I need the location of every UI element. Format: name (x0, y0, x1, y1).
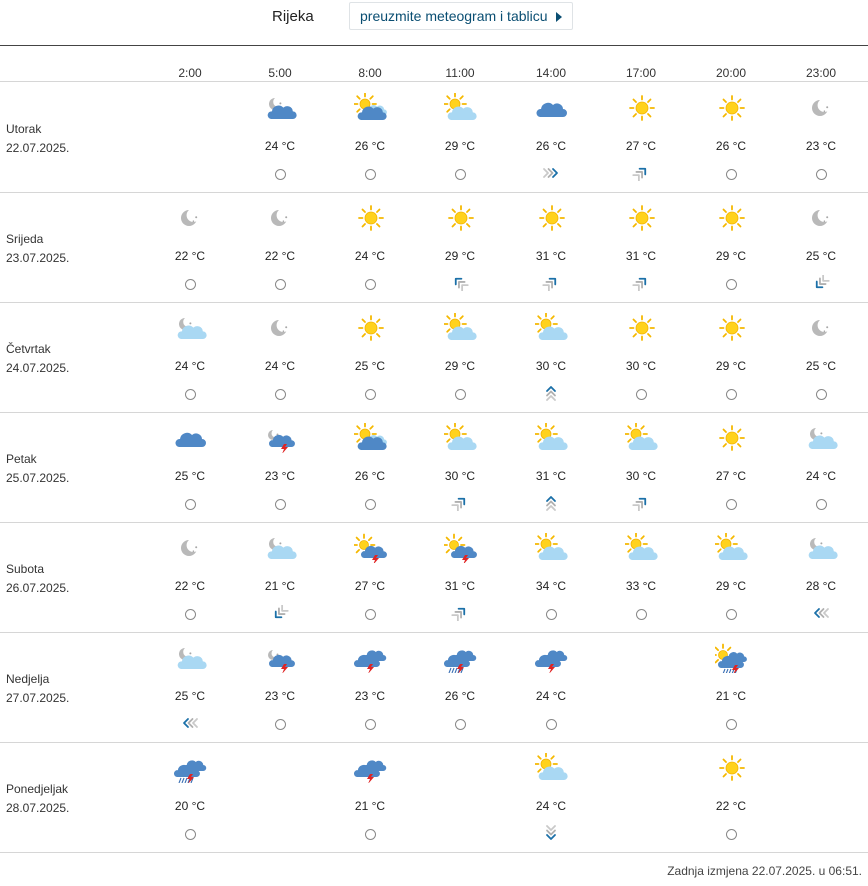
day-name: Srijeda (6, 232, 44, 246)
sun-icon (625, 313, 659, 343)
calm-wind-icon (726, 499, 737, 510)
calm-wind-icon (275, 719, 286, 730)
calm-wind-icon (726, 829, 737, 840)
sun-icon (715, 203, 749, 233)
forecast-cell (781, 83, 861, 193)
temperature: 25 °C (805, 249, 837, 263)
calm-wind-icon (185, 389, 196, 400)
temperature: 30 °C (625, 359, 657, 373)
temperature: 22 °C (174, 249, 206, 263)
temperature: 22 °C (715, 799, 747, 813)
wind-direction-icon (811, 605, 831, 621)
sun-icon (715, 753, 749, 783)
day-label (6, 670, 69, 708)
moon-storm-icon (264, 643, 298, 673)
wind-direction-icon (180, 715, 200, 731)
forecast-cell (240, 303, 320, 413)
calm-wind-icon (455, 169, 466, 180)
temperature: 34 °C (535, 579, 567, 593)
temperature: 22 °C (264, 249, 296, 263)
day-date: 26.07.2025. (6, 581, 70, 595)
forecast-cell (781, 523, 861, 633)
calm-wind-icon (275, 499, 286, 510)
moon-icon (174, 533, 208, 563)
moon-icon (805, 313, 839, 343)
temperature: 23 °C (264, 689, 296, 703)
forecast-cell (691, 83, 771, 193)
forecast-cell (150, 303, 230, 413)
temperature: 21 °C (354, 799, 386, 813)
calm-wind-icon (365, 279, 376, 290)
temperature: 26 °C (354, 469, 386, 483)
temperature: 21 °C (264, 579, 296, 593)
meteogram-button[interactable] (349, 2, 573, 30)
day-row (0, 193, 868, 303)
calm-wind-icon (365, 829, 376, 840)
forecast-cell (330, 413, 410, 523)
forecast-cell (511, 633, 591, 743)
wind-direction-icon (541, 495, 561, 511)
moon-icon (805, 203, 839, 233)
calm-wind-icon (365, 609, 376, 620)
temperature: 31 °C (535, 249, 567, 263)
sun-icon (625, 93, 659, 123)
wind-direction-icon (541, 165, 561, 181)
forecast-cell (150, 633, 230, 743)
sun-icon (715, 313, 749, 343)
temperature: 27 °C (625, 139, 657, 153)
forecast-cell (691, 633, 771, 743)
calm-wind-icon (275, 279, 286, 290)
forecast-cell (601, 413, 681, 523)
day-date: 28.07.2025. (6, 801, 70, 815)
forecast-cell (330, 193, 410, 303)
wind-direction-icon (631, 495, 651, 511)
forecast-cell (420, 303, 500, 413)
temperature: 31 °C (535, 469, 567, 483)
day-name: Subota (6, 562, 45, 576)
calm-wind-icon (365, 499, 376, 510)
temperature: 30 °C (444, 469, 476, 483)
wind-direction-icon (450, 495, 470, 511)
day-row (0, 303, 868, 413)
calm-wind-icon (546, 609, 557, 620)
forecast-cell (781, 303, 861, 413)
moon-icon (264, 313, 298, 343)
day-label (6, 780, 69, 818)
hour-label: 20:00 (715, 66, 747, 80)
wind-direction-icon (631, 275, 651, 291)
day-row (0, 523, 868, 633)
cloud-icon (174, 423, 208, 453)
temperature: 29 °C (715, 359, 747, 373)
day-row (0, 743, 868, 853)
forecast-cell (420, 633, 500, 743)
forecast-cell (330, 83, 410, 193)
hours-header (0, 46, 868, 82)
temperature: 25 °C (354, 359, 386, 373)
wind-direction-icon (541, 275, 561, 291)
day-date: 25.07.2025. (6, 471, 70, 485)
temperature: 24 °C (535, 689, 567, 703)
temperature: 24 °C (264, 359, 296, 373)
day-label (6, 450, 69, 488)
hour-label: 17:00 (625, 66, 657, 80)
calm-wind-icon (275, 169, 286, 180)
forecast-cell (330, 633, 410, 743)
sun-icon (354, 203, 388, 233)
forecast-cell (781, 413, 861, 523)
calm-wind-icon (546, 719, 557, 730)
forecast-cell (601, 83, 681, 193)
storm-rain-icon (444, 643, 478, 673)
forecast-cell (240, 633, 320, 743)
forecast-cell (420, 523, 500, 633)
day-date: 24.07.2025. (6, 361, 70, 375)
sun-cloud-icon (354, 93, 388, 123)
temperature: 20 °C (174, 799, 206, 813)
day-label (6, 120, 69, 158)
sun-light-cloud-icon (444, 313, 478, 343)
temperature: 24 °C (535, 799, 567, 813)
header (0, 0, 868, 46)
calm-wind-icon (185, 279, 196, 290)
storm-icon (535, 643, 569, 673)
temperature: 23 °C (354, 689, 386, 703)
day-label (6, 560, 69, 598)
hour-label: 23:00 (805, 66, 837, 80)
calm-wind-icon (726, 719, 737, 730)
moon-icon (174, 203, 208, 233)
forecast-cell (691, 743, 771, 853)
forecast-cell (511, 523, 591, 633)
temperature: 31 °C (625, 249, 657, 263)
forecast-cell (150, 523, 230, 633)
temperature: 21 °C (715, 689, 747, 703)
temperature: 26 °C (715, 139, 747, 153)
temperature: 26 °C (354, 139, 386, 153)
forecast-cell (781, 193, 861, 303)
sun-storm-icon (354, 533, 388, 563)
temperature: 23 °C (264, 469, 296, 483)
calm-wind-icon (455, 719, 466, 730)
temperature: 25 °C (174, 469, 206, 483)
hour-label: 8:00 (358, 66, 382, 80)
forecast-cell (601, 303, 681, 413)
forecast-cell (150, 743, 230, 853)
calm-wind-icon (816, 389, 827, 400)
calm-wind-icon (185, 829, 196, 840)
forecast-cell (420, 193, 500, 303)
storm-icon (354, 643, 388, 673)
moon-cloud-icon (264, 93, 298, 123)
wind-direction-icon (450, 275, 470, 291)
wind-direction-icon (541, 825, 561, 841)
forecast-cell (240, 83, 320, 193)
calm-wind-icon (636, 609, 647, 620)
sun-light-cloud-icon (535, 753, 569, 783)
calm-wind-icon (365, 169, 376, 180)
temperature: 26 °C (535, 139, 567, 153)
temperature: 25 °C (174, 689, 206, 703)
play-icon (556, 12, 562, 22)
sun-icon (444, 203, 478, 233)
sun-storm-icon (444, 533, 478, 563)
temperature: 33 °C (625, 579, 657, 593)
calm-wind-icon (185, 609, 196, 620)
forecast-cell (240, 193, 320, 303)
calm-wind-icon (365, 719, 376, 730)
wind-direction-icon (811, 275, 831, 291)
day-row (0, 413, 868, 523)
temperature: 28 °C (805, 579, 837, 593)
temperature: 27 °C (715, 469, 747, 483)
moon-light-cloud-icon (264, 533, 298, 563)
calm-wind-icon (185, 499, 196, 510)
calm-wind-icon (726, 169, 737, 180)
moon-light-cloud-icon (174, 643, 208, 673)
day-date: 23.07.2025. (6, 251, 70, 265)
meteogram-button-label: preuzmite meteogram i tablicu (360, 8, 548, 24)
temperature: 30 °C (535, 359, 567, 373)
day-name: Utorak (6, 122, 42, 136)
day-row (0, 83, 868, 193)
city-name: Rijeka (272, 8, 314, 25)
moon-icon (264, 203, 298, 233)
moon-icon (805, 93, 839, 123)
day-label (6, 230, 69, 268)
sun-icon (535, 203, 569, 233)
sun-icon (715, 423, 749, 453)
day-name: Nedjelja (6, 672, 50, 686)
forecast-cell (420, 413, 500, 523)
forecast-cell (511, 413, 591, 523)
day-name: Ponedjeljak (6, 782, 69, 796)
calm-wind-icon (636, 389, 647, 400)
sun-light-cloud-icon (535, 423, 569, 453)
sun-icon (625, 203, 659, 233)
day-name: Petak (6, 452, 37, 466)
forecast-cell (691, 303, 771, 413)
calm-wind-icon (816, 499, 827, 510)
forecast-cell (511, 83, 591, 193)
calm-wind-icon (365, 389, 376, 400)
temperature: 24 °C (805, 469, 837, 483)
sun-light-cloud-icon (444, 93, 478, 123)
moon-light-cloud-icon (805, 423, 839, 453)
forecast-cell (330, 303, 410, 413)
temperature: 29 °C (444, 249, 476, 263)
forecast-cell (150, 413, 230, 523)
forecast-cell (240, 523, 320, 633)
hour-label: 5:00 (268, 66, 292, 80)
forecast-cell (691, 193, 771, 303)
forecast-cell (420, 83, 500, 193)
temperature: 29 °C (715, 579, 747, 593)
sun-light-cloud-icon (715, 533, 749, 563)
temperature: 23 °C (805, 139, 837, 153)
forecast-cell (601, 193, 681, 303)
temperature: 27 °C (354, 579, 386, 593)
storm-icon (354, 753, 388, 783)
cloud-icon (535, 93, 569, 123)
calm-wind-icon (726, 609, 737, 620)
forecast-cell (601, 523, 681, 633)
sun-cloud-icon (354, 423, 388, 453)
moon-storm-icon (264, 423, 298, 453)
sun-light-cloud-icon (625, 533, 659, 563)
temperature: 29 °C (444, 139, 476, 153)
sun-icon (715, 93, 749, 123)
sun-light-cloud-icon (535, 533, 569, 563)
calm-wind-icon (816, 169, 827, 180)
day-row (0, 633, 868, 743)
temperature: 26 °C (444, 689, 476, 703)
calm-wind-icon (275, 389, 286, 400)
forecast-cell (511, 193, 591, 303)
wind-direction-icon (631, 165, 651, 181)
hour-label: 11:00 (445, 66, 475, 80)
forecast-cell (330, 743, 410, 853)
forecast-cell (691, 523, 771, 633)
calm-wind-icon (455, 389, 466, 400)
last-update: Zadnja izmjena 22.07.2025. u 06:51. (667, 864, 862, 878)
day-date: 22.07.2025. (6, 141, 70, 155)
sun-icon (354, 313, 388, 343)
wind-direction-icon (450, 605, 470, 621)
calm-wind-icon (726, 389, 737, 400)
forecast-cell (511, 743, 591, 853)
day-date: 27.07.2025. (6, 691, 70, 705)
calm-wind-icon (726, 279, 737, 290)
temperature: 30 °C (625, 469, 657, 483)
temperature: 24 °C (354, 249, 386, 263)
temperature: 24 °C (174, 359, 206, 373)
temperature: 25 °C (805, 359, 837, 373)
forecast-cell (511, 303, 591, 413)
temperature: 31 °C (444, 579, 476, 593)
forecast-cell (150, 193, 230, 303)
forecast-cell (240, 413, 320, 523)
wind-direction-icon (270, 605, 290, 621)
hour-label: 2:00 (178, 66, 202, 80)
moon-light-cloud-icon (174, 313, 208, 343)
wind-direction-icon (541, 385, 561, 401)
sun-light-cloud-icon (444, 423, 478, 453)
day-label (6, 340, 69, 378)
day-name: Četvrtak (6, 342, 51, 356)
temperature: 24 °C (264, 139, 296, 153)
storm-rain-icon (174, 753, 208, 783)
forecast-cell (691, 413, 771, 523)
temperature: 22 °C (174, 579, 206, 593)
sun-storm-rain-icon (715, 643, 749, 673)
temperature: 29 °C (444, 359, 476, 373)
sun-light-cloud-icon (625, 423, 659, 453)
forecast-cell (330, 523, 410, 633)
hour-label: 14:00 (535, 66, 567, 80)
moon-light-cloud-icon (805, 533, 839, 563)
sun-light-cloud-icon (535, 313, 569, 343)
temperature: 29 °C (715, 249, 747, 263)
